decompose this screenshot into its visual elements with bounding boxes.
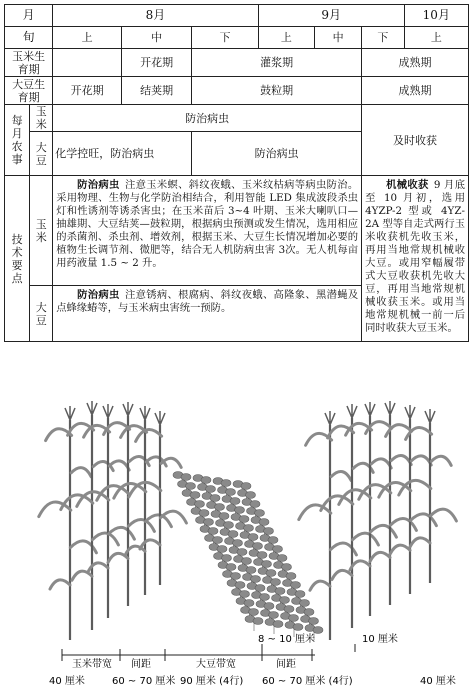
soy-leaf	[264, 528, 274, 535]
right-end-value: 40 厘米	[420, 676, 456, 687]
monthly-tasks-header: 每月农事	[5, 105, 30, 176]
soy-leaf	[268, 537, 278, 544]
month-sep: 9月	[258, 5, 404, 27]
soy-leaf	[250, 501, 260, 508]
corn-leaf	[332, 570, 352, 579]
corn-leaf	[128, 520, 154, 532]
soy-leaf	[291, 582, 301, 589]
soy-leaf	[277, 555, 287, 562]
tech-header: 技术要点	[5, 176, 30, 342]
soy-leaf	[282, 564, 292, 571]
tech-label-soy: 大豆	[30, 286, 53, 342]
corn-width-label: 玉米带宽	[72, 659, 112, 670]
soy-leaf	[195, 501, 205, 508]
soy-stage-flowering: 开花期	[53, 77, 122, 105]
corn-tassel	[385, 401, 395, 415]
tech-label-corn: 玉米	[30, 176, 53, 286]
row-label-soy: 大豆	[30, 132, 53, 176]
soy-leaf	[213, 537, 223, 544]
soy-leaf	[304, 609, 314, 616]
soy-leaf	[253, 618, 263, 625]
period-aug-early: 上	[53, 27, 122, 49]
corn-tech-title: 防治病虫	[76, 179, 120, 191]
corn-leaf	[50, 580, 70, 589]
soy-task-early: 化学控旺，防治病虫	[53, 132, 192, 176]
corn-tassel	[123, 402, 133, 416]
soy-leaf	[190, 492, 200, 499]
harvest-tech-title: 机械收获	[385, 179, 429, 191]
soy-leaf	[293, 624, 303, 631]
soy-leaf	[280, 597, 290, 604]
soy-leaf	[186, 483, 196, 490]
soy-leaf	[219, 513, 229, 520]
corn-leaf	[430, 509, 456, 521]
period-aug-mid: 中	[122, 27, 192, 49]
soy-leaf	[241, 483, 251, 490]
harvest-task: 及时收获	[362, 105, 469, 176]
soy-leaf	[181, 474, 191, 481]
corn-tassel	[155, 411, 165, 425]
corn-tassel	[103, 404, 113, 418]
soy-leaf	[217, 546, 227, 553]
gap-value-left: 60 ~ 70 厘米	[112, 676, 176, 687]
soy-leaf	[237, 549, 247, 556]
period-aug-late: 下	[192, 27, 259, 49]
soy-stage-mature: 成熟期	[362, 77, 469, 105]
soy-leaf	[221, 480, 231, 487]
soy-leaf	[242, 558, 252, 565]
gap-label-left: 间距	[131, 659, 151, 670]
corn-tassel	[325, 411, 335, 425]
soy-leaf	[235, 507, 245, 514]
soy-leaf	[246, 567, 256, 574]
corn-leaf	[431, 456, 451, 465]
soy-leaf	[275, 588, 285, 595]
corn-stage-filling: 灌浆期	[192, 49, 362, 77]
soy-leaf	[255, 585, 265, 592]
corn-leaf	[370, 525, 396, 537]
soy-tech-title: 防治病虫	[76, 289, 120, 301]
soy-leaf	[286, 573, 296, 580]
corn-leaf	[339, 490, 371, 505]
harvest-tech-text: 9 月底至 10 月初，选用 4YZP-2 型或 4YZ-2A 型等自走式两行玉米收获机先收玉米，再用当地常规机械收大豆。或用窄幅履带式大豆收获机先收大豆，再用当地常规机械收获玉米。或用当地常规机械一前一后同时收获大豆玉米。	[365, 179, 466, 334]
soy-row-spacing: 8 ~ 10 厘米	[258, 634, 316, 645]
soy-leaf	[273, 621, 283, 628]
corn-leaf	[410, 538, 430, 547]
gap-label-right: 间距	[276, 659, 296, 670]
soy-leaf	[206, 486, 216, 493]
soy-leaf	[228, 531, 238, 538]
soy-leaf	[271, 579, 281, 586]
corn-task: 防治病虫	[53, 105, 362, 132]
soy-leaf	[264, 603, 274, 610]
soy-leaf	[269, 612, 279, 619]
soy-leaf	[215, 504, 225, 511]
corn-tassel	[140, 406, 150, 420]
period-sep-early: 上	[258, 27, 314, 49]
soy-task-late: 防治病虫	[192, 132, 362, 176]
period-sep-late: 下	[362, 27, 405, 49]
soy-leaf	[246, 492, 256, 499]
corn-tassel	[365, 402, 375, 416]
soy-leaf	[248, 534, 258, 541]
soy-stage-podding: 结荚期	[122, 77, 192, 105]
corn-leaf	[399, 480, 431, 495]
soy-leaf	[257, 552, 267, 559]
soy-leaf	[235, 582, 245, 589]
corn-leaf	[299, 505, 331, 520]
corn-leaf	[370, 552, 390, 561]
month-oct: 10月	[404, 5, 468, 27]
corn-leaf	[391, 455, 411, 464]
soy-leaf	[251, 576, 261, 583]
soy-leaf	[289, 615, 299, 622]
period-oct-early: 上	[404, 27, 468, 49]
soy-leaf	[273, 546, 283, 553]
soy-leaf	[249, 609, 259, 616]
soy-leaf	[262, 561, 272, 568]
corn-leaf	[331, 471, 351, 480]
corn-leaf	[92, 533, 118, 545]
corn-leaf	[352, 533, 378, 545]
soy-leaf	[226, 489, 236, 496]
soy-leaf	[309, 618, 319, 625]
soy-width-label: 大豆带宽	[196, 659, 236, 670]
corn-row-spacing: 10 厘米	[362, 634, 398, 645]
soy-leaf	[226, 564, 236, 571]
soy-leaf	[224, 522, 234, 529]
soy-leaf	[201, 477, 211, 484]
soy-leaf	[222, 555, 232, 562]
soy-leaf	[231, 573, 241, 580]
soy-leaf	[239, 516, 249, 523]
soy-leaf	[233, 540, 243, 547]
month-aug: 8月	[53, 5, 259, 27]
soy-leaf	[259, 519, 269, 526]
soy-leaf	[295, 591, 305, 598]
row-label-corn: 玉米	[30, 105, 53, 132]
gap-value-right: 60 ~ 70 厘米 (4行)	[262, 676, 353, 687]
soy-leaf	[208, 528, 218, 535]
corn-tassel	[405, 405, 415, 419]
soy-leaf	[266, 570, 276, 577]
soy-leaf	[230, 498, 240, 505]
month-header: 月	[5, 5, 53, 27]
soy-leaf	[300, 600, 310, 607]
soy-leaf	[244, 525, 254, 532]
corn-stage-flowering: 开花期	[122, 49, 192, 77]
corn-stage-mature: 成熟期	[362, 49, 469, 77]
soy-leaf	[253, 543, 263, 550]
soy-tech-text: 注意锈病、根腐病、斜纹夜蛾、高隆象、黑潜蝇及点蜂缘蝽等，与玉米病虫害统一预防。	[56, 289, 359, 314]
soy-leaf	[210, 495, 220, 502]
corn-tech-text: 注意玉米螟、斜纹夜蛾、玉米纹枯病等病虫防治。采用物理、生物与化学防治相结合，利用智能 LED 集成波段杀虫灯和性诱剂等诱杀害虫；在玉米苗后 3~4 叶期、玉米大喇叭口—抽雄期、大豆结荚—鼓粒期，根据病虫预测或发生情况，选用相应的杀菌剂、杀虫剂、增效剂，根据玉米、大豆生长情况增加必要的植物生长调节剂、微肥等，结合无人机防病虫害 3次。无人机每亩用药液量 1.5 ~ 2 升。	[56, 179, 359, 269]
soy-leaf	[284, 606, 294, 613]
corn-tassel	[347, 404, 357, 418]
soy-leaf	[313, 627, 323, 634]
soy-leaf	[199, 510, 209, 517]
corn-width-value: 40 厘米	[49, 676, 85, 687]
corn-leaf	[411, 456, 431, 465]
corn-leaf	[371, 459, 391, 468]
period-header: 旬	[5, 27, 53, 49]
corn-leaf	[71, 468, 91, 477]
soy-stage-filling: 鼓粒期	[192, 77, 362, 105]
corn-leaf	[136, 430, 162, 442]
soy-stage-header: 大豆生育期	[5, 77, 53, 105]
corn-leaf	[310, 581, 330, 590]
soy-leaf	[260, 594, 270, 601]
soy-leaf	[240, 591, 250, 598]
period-sep-mid: 中	[315, 27, 362, 49]
corn-tassel	[425, 409, 435, 423]
soy-width-value: 90 厘米 (4行)	[180, 676, 244, 687]
crop-illustration	[39, 401, 457, 640]
corn-leaf	[39, 502, 71, 517]
corn-tassel	[65, 406, 75, 420]
soy-leaf	[255, 510, 265, 517]
corn-leaf	[390, 545, 410, 554]
soy-leaf	[204, 519, 214, 526]
corn-tassel	[87, 401, 97, 415]
soy-leaf	[244, 600, 254, 607]
corn-stage-header: 玉米生育期	[5, 49, 53, 77]
